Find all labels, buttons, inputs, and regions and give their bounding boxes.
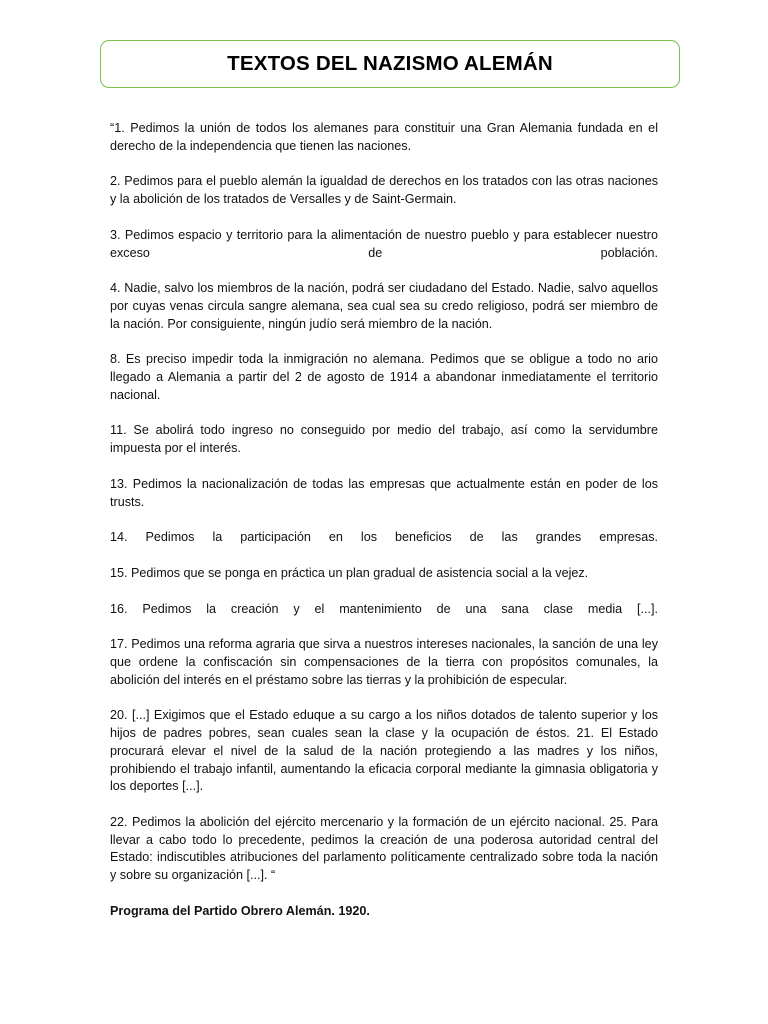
paragraph-point-20-21: 20. [...] Exigimos que el Estado eduque a su cargo a los niños dotados de talento superior y los hijos de padres pobres, sean cuales sean la clase y la ocupación de éstos. 21. El Estado procurará elevar el nivel de la salud de la nación protegiendo a las madres y los niños, prohibiendo el trabajo infantil, aumentando la eficacia corporal mediante la gimnasia obligatoria y los deportes [...]. xyxy=(110,708,658,794)
paragraph-point-3: 3. Pedimos espacio y territorio para la alimentación de nuestro pueblo y para establecer nuestro exceso de población. xyxy=(110,227,658,260)
paragraph-point-8: 8. Es preciso impedir toda la inmigración no alemana. Pedimos que se obligue a todo no ario llegado a Alemania a partir del 2 de agosto de 1914 a abandonar inmediatamente el territorio nacional. xyxy=(110,352,658,402)
paragraph-point-13: 13. Pedimos la nacionalización de todas las empresas que actualmente están en poder de los trusts. xyxy=(110,476,658,509)
paragraph-point-16: 16. Pedimos la creación y el mantenimiento de una sana clase media [...]. xyxy=(110,601,658,616)
paragraph-point-17: 17. Pedimos una reforma agraria que sirva a nuestros intereses nacionales, la sanción de una ley que ordene la confiscación sin compensaciones de la tierra con propósitos comunales, la abolición del interés en el préstamo sobre las tierras y la prohibición de especular. xyxy=(110,637,658,687)
document-title: TEXTOS DEL NAZISMO ALEMÁN xyxy=(227,52,553,75)
paragraph-point-2: 2. Pedimos para el pueblo alemán la igualdad de derechos en los tratados con las otras naciones y la abolición de los tratados de Versalles y de Saint-Germain. xyxy=(110,174,658,207)
paragraph-point-14: 14. Pedimos la participación en los beneficios de las grandes empresas. xyxy=(110,530,658,545)
paragraph-point-11: 11. Se abolirá todo ingreso no conseguido por medio del trabajo, así como la servidumbre impuesta por el interés. xyxy=(110,423,658,456)
source-citation: Programa del Partido Obrero Alemán. 1920. xyxy=(110,903,370,918)
paragraph-point-22-25: 22. Pedimos la abolición del ejército mercenario y la formación de un ejército nacional. 25. Para llevar a cabo todo lo precedente, pedimos la creación de una poderosa autoridad central del Estado: indiscutibles atribuciones del parlamento políticamente centralizado sobre toda la nación y sobre su organización [...]. “ xyxy=(110,814,658,883)
paragraph-point-4: 4. Nadie, salvo los miembros de la nación, podrá ser ciudadano del Estado. Nadie, salvo aquellos por cuyas venas circula sangre alemana, sea cual sea su credo religioso, podrá ser miembro de la nación. Por consiguiente, ningún judío será miembro de la nación. xyxy=(110,281,658,331)
paragraph-point-15: 15. Pedimos que se ponga en práctica un plan gradual de asistencia social a la vejez. xyxy=(110,565,589,580)
document-body xyxy=(110,120,658,939)
title-box xyxy=(100,40,680,88)
paragraph-point-1: “1. Pedimos la unión de todos los alemanes para constituir una Gran Alemania fundada en el derecho de la independencia que tienen las naciones. xyxy=(110,121,658,153)
